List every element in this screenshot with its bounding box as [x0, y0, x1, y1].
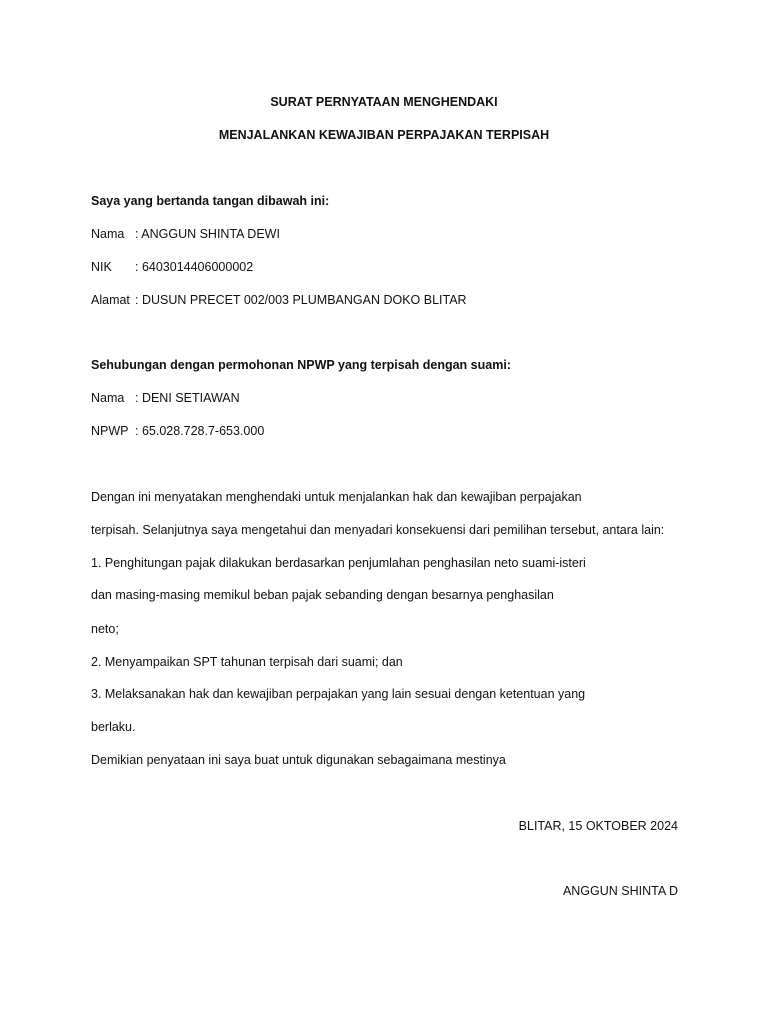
- consequence-item-3: 3. Melaksanakan hak dan kewajiban perpajakan yang lain sesuai dengan ketentuan yang: [91, 687, 586, 701]
- applicant-address-row: [91, 293, 467, 307]
- spouse-npwp-row: [91, 424, 264, 438]
- spouse-name-row: [91, 391, 240, 405]
- section-heading-spouse: Sehubungan dengan permohonan NPWP yang terpisah dengan suami:: [91, 358, 511, 372]
- applicant-address-label: Alamat: [91, 293, 130, 307]
- section-heading-applicant: Saya yang bertanda tangan dibawah ini:: [91, 194, 330, 208]
- spouse-name-value: : DENI SETIAWAN: [135, 391, 240, 405]
- consequence-item-2: 2. Menyampaikan SPT tahunan terpisah dari suami; dan: [91, 655, 403, 669]
- applicant-name-row: [91, 227, 280, 241]
- consequence-item-1: 1. Penghitungan pajak dilakukan berdasarkan penjumlahan penghasilan neto suami-isteri: [91, 556, 586, 570]
- applicant-address-value: : DUSUN PRECET 002/003 PLUMBANGAN DOKO BLITAR: [135, 293, 467, 307]
- document-title-line-2: MENJALANKAN KEWAJIBAN PERPAJAKAN TERPISAH: [218, 128, 550, 142]
- body-paragraph-line: Dengan ini menyatakan menghendaki untuk menjalankan hak dan kewajiban perpajakan: [91, 490, 582, 504]
- spouse-npwp-label: NPWP: [91, 424, 129, 438]
- body-paragraph-line: terpisah. Selanjutnya saya mengetahui dan menyadari konsekuensi dari pemilihan tersebut, antara lain:: [91, 523, 665, 537]
- consequence-item-1-cont: neto;: [91, 622, 119, 636]
- consequence-item-3-cont: berlaku.: [91, 720, 136, 734]
- closing-statement: Demikian penyataan ini saya buat untuk digunakan sebagaimana mestinya: [91, 753, 506, 767]
- place-date: BLITAR, 15 OKTOBER 2024: [518, 819, 678, 833]
- applicant-nik-label: NIK: [91, 260, 112, 274]
- applicant-nik-row: [91, 260, 253, 274]
- applicant-name-label: Nama: [91, 227, 125, 241]
- spouse-name-label: Nama: [91, 391, 125, 405]
- document-title-line-1: SURAT PERNYATAAN MENGHENDAKI: [270, 95, 498, 109]
- consequence-item-1-cont: dan masing-masing memikul beban pajak sebanding dengan besarnya penghasilan: [91, 588, 554, 602]
- applicant-name-value: : ANGGUN SHINTA DEWI: [135, 227, 280, 241]
- applicant-nik-value: : 6403014406000002: [135, 260, 254, 274]
- signatory-name: ANGGUN SHINTA D: [562, 884, 678, 898]
- spouse-npwp-value: : 65.028.728.7-653.000: [135, 424, 265, 438]
